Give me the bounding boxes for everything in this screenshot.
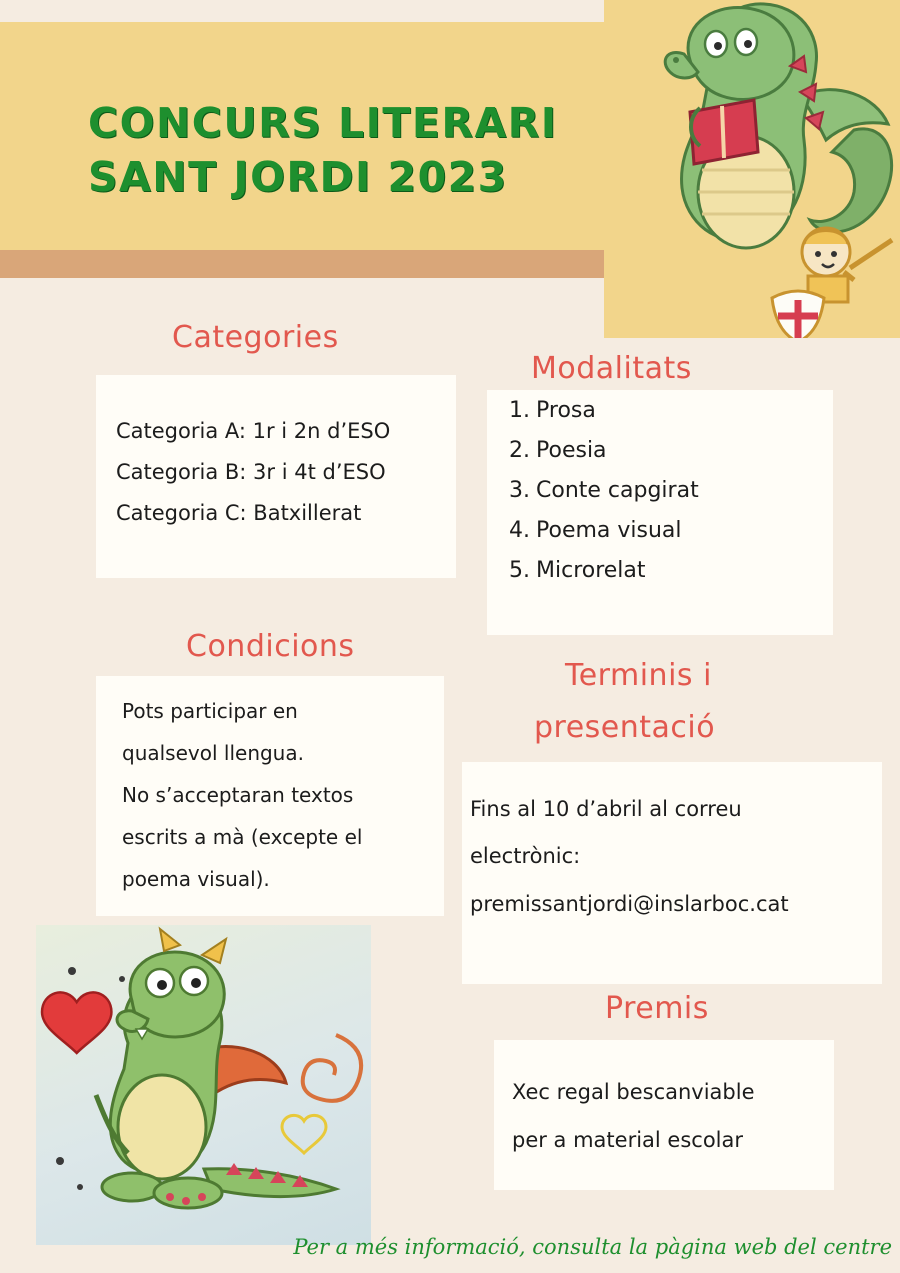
list-item <box>509 560 833 582</box>
page-title <box>88 96 588 204</box>
categories-heading: Categories <box>172 320 339 355</box>
list-item <box>509 440 833 462</box>
list-item-label: Poema visual <box>536 518 682 543</box>
list-item-number: 5. <box>509 558 530 583</box>
poster-title-block <box>88 96 588 204</box>
premis-line: Xec regal bescanviable <box>512 1080 755 1104</box>
terminis-card <box>462 762 882 984</box>
category-item: Categoria C: Batxillerat <box>116 500 362 525</box>
dragon-holding-heart-icon <box>36 925 371 1245</box>
terminis-heading-line1: Terminis i <box>565 658 712 693</box>
list-item-label: Poesia <box>536 438 607 463</box>
poster-title-line2: SANT JORDI 2023 <box>88 153 508 202</box>
premis-heading: Premis <box>605 991 709 1026</box>
condicions-heading: Condicions <box>186 629 355 664</box>
terminis-heading-line2: presentació <box>534 710 716 745</box>
footer-note: Per a més informació, consulta la pàgina web del centre <box>293 1235 892 1259</box>
list-item-label: Conte capgirat <box>536 478 699 503</box>
dragon-reading-book-icon <box>604 0 900 338</box>
terminis-email[interactable]: premissantjordi@inslarboc.cat <box>470 891 789 916</box>
modalitats-heading: Modalitats <box>531 351 692 386</box>
condicions-line: Pots participar en <box>122 699 298 723</box>
terminis-line: electrònic: <box>470 844 581 869</box>
condicions-line: No s’acceptaran textos <box>122 783 354 807</box>
list-item-number: 3. <box>509 478 530 503</box>
condicions-line: escrits a mà (excepte el <box>122 825 363 849</box>
condicions-card <box>96 676 444 916</box>
modalitats-card <box>487 390 833 635</box>
category-item: Categoria B: 3r i 4t d’ESO <box>116 459 386 484</box>
condicions-line: poema visual). <box>122 867 270 891</box>
list-item-label: Microrelat <box>536 558 646 583</box>
category-item: Categoria A: 1r i 2n d’ESO <box>116 419 391 443</box>
list-item <box>509 520 833 542</box>
list-item-number: 2. <box>509 438 530 463</box>
modalitats-list <box>487 390 833 582</box>
categories-card <box>96 375 456 578</box>
premis-line: per a material escolar <box>512 1128 744 1153</box>
list-item <box>509 400 833 422</box>
poster-title-line1: CONCURS LITERARI <box>88 99 558 147</box>
premis-card <box>494 1040 834 1190</box>
list-item-number: 4. <box>509 518 530 543</box>
list-item <box>509 480 833 502</box>
terminis-line: Fins al 10 d’abril al correu <box>470 797 742 821</box>
list-item-number: 1. <box>509 398 530 423</box>
condicions-line: qualsevol llengua. <box>122 741 304 765</box>
list-item-label: Prosa <box>536 398 596 423</box>
